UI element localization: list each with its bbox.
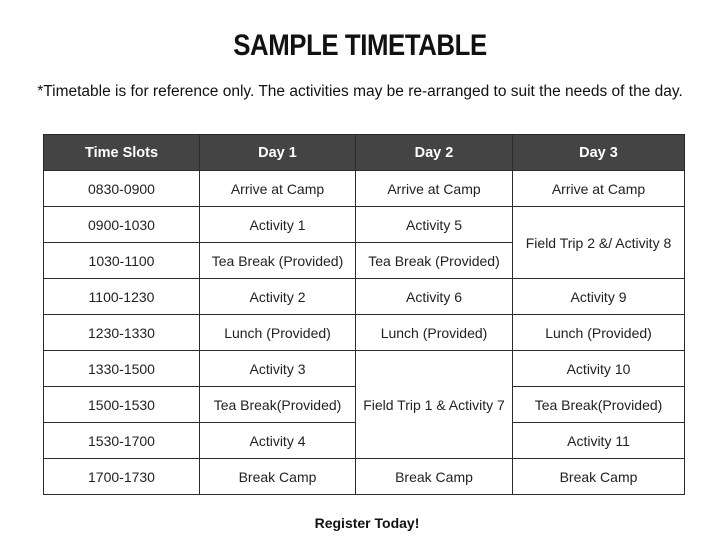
day3-cell: Break Camp — [513, 459, 685, 495]
table-row — [44, 207, 685, 243]
register-today-link[interactable]: Register Today! — [314, 515, 420, 531]
time-slot-cell: 1700-1730 — [44, 459, 200, 495]
table-row — [44, 171, 685, 207]
table-header-row — [44, 135, 685, 171]
day3-cell: Activity 11 — [513, 423, 685, 459]
time-slot-cell: 1100-1230 — [44, 279, 200, 315]
header-day-1: Day 1 — [200, 135, 356, 171]
day2-cell: Tea Break (Provided) — [356, 243, 513, 279]
header-time-slots: Time Slots — [44, 135, 200, 171]
day1-cell: Activity 4 — [200, 423, 356, 459]
table-row — [44, 315, 685, 351]
day1-cell: Lunch (Provided) — [200, 315, 356, 351]
day3-cell: Tea Break(Provided) — [513, 387, 685, 423]
day1-cell: Tea Break (Provided) — [200, 243, 356, 279]
day2-cell: Activity 5 — [356, 207, 513, 243]
day2-cell: Break Camp — [356, 459, 513, 495]
day3-cell: Activity 9 — [513, 279, 685, 315]
day1-cell: Arrive at Camp — [200, 171, 356, 207]
day1-cell: Activity 2 — [200, 279, 356, 315]
day1-cell: Tea Break(Provided) — [200, 387, 356, 423]
disclaimer-note: *Timetable is for reference only. The activities may be re-arranged to suit the needs of the day. — [37, 83, 683, 100]
page-title: SAMPLE TIMETABLE — [233, 29, 487, 62]
day2-cell: Field Trip 1 & Activity 7 — [356, 351, 513, 459]
day3-cell: Activity 10 — [513, 351, 685, 387]
day1-cell: Activity 3 — [200, 351, 356, 387]
time-slot-cell: 1230-1330 — [44, 315, 200, 351]
day2-cell: Arrive at Camp — [356, 171, 513, 207]
table-row — [44, 459, 685, 495]
day3-cell: Arrive at Camp — [513, 171, 685, 207]
day1-cell: Activity 1 — [200, 207, 356, 243]
day2-cell: Activity 6 — [356, 279, 513, 315]
time-slot-cell: 1330-1500 — [44, 351, 200, 387]
day3-cell: Lunch (Provided) — [513, 315, 685, 351]
time-slot-cell: 1500-1530 — [44, 387, 200, 423]
header-day-3: Day 3 — [513, 135, 685, 171]
table-row — [44, 351, 685, 387]
day2-cell: Lunch (Provided) — [356, 315, 513, 351]
timetable — [43, 134, 685, 495]
time-slot-cell: 1530-1700 — [44, 423, 200, 459]
header-day-2: Day 2 — [356, 135, 513, 171]
day1-cell: Break Camp — [200, 459, 356, 495]
time-slot-cell: 0900-1030 — [44, 207, 200, 243]
time-slot-cell: 0830-0900 — [44, 171, 200, 207]
time-slot-cell: 1030-1100 — [44, 243, 200, 279]
day3-cell: Field Trip 2 &/ Activity 8 — [513, 207, 685, 279]
table-row — [44, 279, 685, 315]
